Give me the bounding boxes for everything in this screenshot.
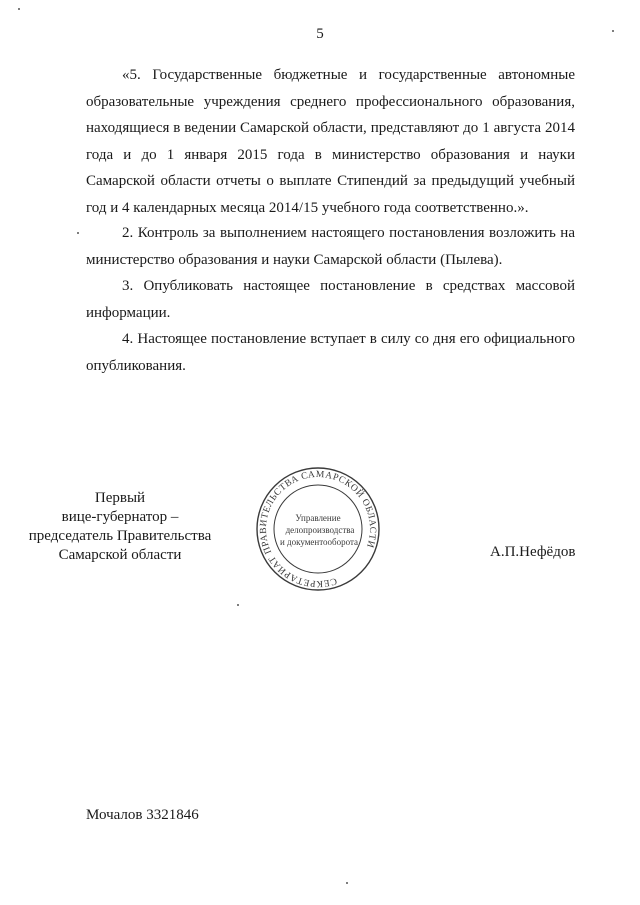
signatory-title-line: Самарской области xyxy=(58,547,182,563)
stamp-inner-line: и документооборота xyxy=(279,537,359,547)
stamp-outer-text: СЕКРЕТАРИАТ ПРАВИТЕЛЬСТВА САМАРСКОЙ ОБЛАСТИ xyxy=(258,469,378,589)
stamp-inner-line: Управление xyxy=(295,513,341,523)
executor-footer: Мочалов 3321846 xyxy=(86,807,199,823)
scan-speck xyxy=(612,30,614,32)
page-number: 5 xyxy=(316,26,324,42)
paragraph-5-amendment: «5. Государственные бюджетные и государственные автономные образовательные учреждения среднего профессионального образования, находящиеся в ведении Самарской области, представляют до 1 августа 2014 года и до 1 января 2015 года в министерство образования и науки Самарской области отчеты о выплате Стипендий за предыдущий учебный год и 4 календарных месяца 2014/15 учебного года соответственно.». xyxy=(86,67,575,216)
scan-speck xyxy=(237,604,239,606)
signatory-title-line: председатель Правительства xyxy=(28,528,212,544)
signatory-name: А.П.Нефёдов xyxy=(490,544,576,560)
paragraph-2-control: 2. Контроль за выполнением настоящего постановления возложить на министерство образования и науки Самарской области (Пылева). xyxy=(86,225,575,268)
official-stamp xyxy=(255,466,381,592)
signatory-title-line: вице-губернатор – xyxy=(61,509,179,525)
scan-speck xyxy=(77,232,79,234)
paragraph-3-publish: 3. Опубликовать настоящее постановление в средствах массовой информации. xyxy=(86,278,575,321)
signatory-title xyxy=(10,489,230,565)
scan-speck xyxy=(346,882,348,884)
stamp-inner-line: делопроизводства xyxy=(285,525,355,535)
scan-speck xyxy=(18,8,20,10)
paragraph-4-effect: 4. Настоящее постановление вступает в силу со дня его официального опубликования. xyxy=(86,331,575,374)
signatory-title-line: Первый xyxy=(94,490,146,506)
